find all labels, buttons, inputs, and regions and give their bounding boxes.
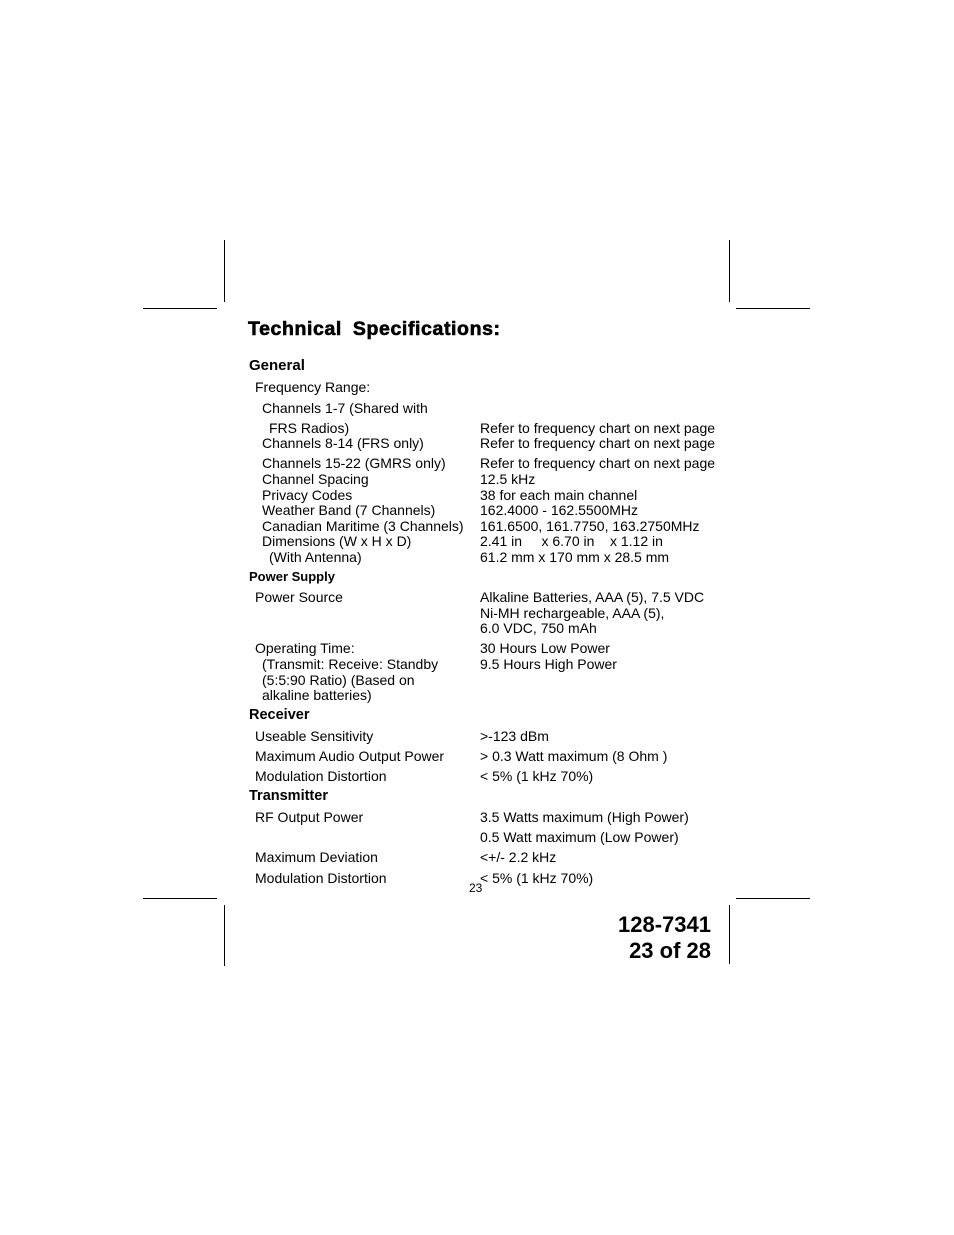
spec-value: 0.5 Watt maximum (Low Power): [480, 829, 679, 845]
spec-value: Ni-MH rechargeable, AAA (5),: [480, 605, 665, 621]
spec-label: Maximum Deviation: [255, 849, 378, 865]
spec-label: Modulation Distortion: [255, 768, 387, 784]
section-heading-receiver: Receiver: [249, 707, 310, 723]
spec-value: 161.6500, 161.7750, 163.2750MHz: [480, 518, 700, 534]
crop-mark: [729, 240, 730, 302]
spec-value: Refer to frequency chart on next page: [480, 435, 716, 451]
crop-mark: [224, 240, 225, 302]
spec-label: Dimensions (W x H x D): [262, 533, 412, 549]
spec-value: 162.4000 - 162.5500MHz: [480, 502, 638, 518]
spec-value: < 5% (1 kHz 70%): [480, 870, 594, 886]
spec-value: 6.0 VDC, 750 mAh: [480, 620, 597, 636]
spec-label: Channels 1-7 (Shared with: [262, 400, 428, 416]
spec-label: FRS Radios): [269, 420, 350, 436]
spec-value: 38 for each main channel: [480, 487, 638, 503]
crop-mark: [736, 308, 810, 309]
spec-value: 9.5 Hours High Power: [480, 656, 617, 672]
spec-value: < 5% (1 kHz 70%): [480, 768, 594, 784]
spec-label: Channels 8-14 (FRS only): [262, 435, 424, 451]
spec-value: Refer to frequency chart on next page: [480, 455, 716, 471]
crop-mark: [729, 905, 730, 964]
spec-label: Maximum Audio Output Power: [255, 748, 445, 764]
spec-label: Weather Band (7 Channels): [262, 502, 436, 518]
spec-value: 12.5 kHz: [480, 471, 536, 487]
document-page-count: 23 of 28: [629, 938, 711, 963]
crop-mark: [224, 905, 225, 966]
spec-label: Useable Sensitivity: [255, 728, 374, 744]
spec-value: >-123 dBm: [480, 728, 549, 744]
document-number: 128-7341: [618, 912, 711, 937]
crop-mark: [143, 898, 217, 899]
section-heading-power-supply: Power Supply: [249, 569, 335, 584]
spec-value: Alkaline Batteries, AAA (5), 7.5 VDC: [480, 589, 705, 605]
spec-label: alkaline batteries): [262, 687, 372, 703]
spec-label: Privacy Codes: [262, 487, 353, 503]
spec-value: 2.41 in x 6.70 in x 1.12 in: [480, 533, 663, 549]
crop-mark: [143, 308, 217, 309]
page-number: 23: [469, 881, 483, 895]
spec-label: (With Antenna): [269, 549, 362, 565]
spec-label: (5:5:90 Ratio) (Based on: [262, 672, 415, 688]
spec-value: <+/- 2.2 kHz: [480, 849, 557, 865]
spec-label: (Transmit: Receive: Standby: [262, 656, 439, 672]
spec-label: RF Output Power: [255, 809, 364, 825]
section-heading-transmitter: Transmitter: [249, 788, 328, 804]
section-heading-general: General: [249, 357, 305, 374]
spec-label: Channels 15-22 (GMRS only): [262, 455, 446, 471]
spec-label: Channel Spacing: [262, 471, 369, 487]
page-title: Technical Specifications:: [248, 318, 501, 340]
spec-value: 30 Hours Low Power: [480, 640, 610, 656]
spec-label: Canadian Maritime (3 Channels): [262, 518, 464, 534]
spec-value: Refer to frequency chart on next page: [480, 420, 716, 436]
spec-label: Operating Time:: [255, 640, 355, 656]
spec-label: Modulation Distortion: [255, 870, 387, 886]
spec-value: 61.2 mm x 170 mm x 28.5 mm: [480, 549, 670, 565]
spec-label: Frequency Range:: [255, 379, 371, 395]
spec-value: > 0.3 Watt maximum (8 Ohm ): [480, 748, 668, 764]
spec-label: Power Source: [255, 589, 343, 605]
spec-value: 3.5 Watts maximum (High Power): [480, 809, 689, 825]
crop-mark: [736, 898, 810, 899]
